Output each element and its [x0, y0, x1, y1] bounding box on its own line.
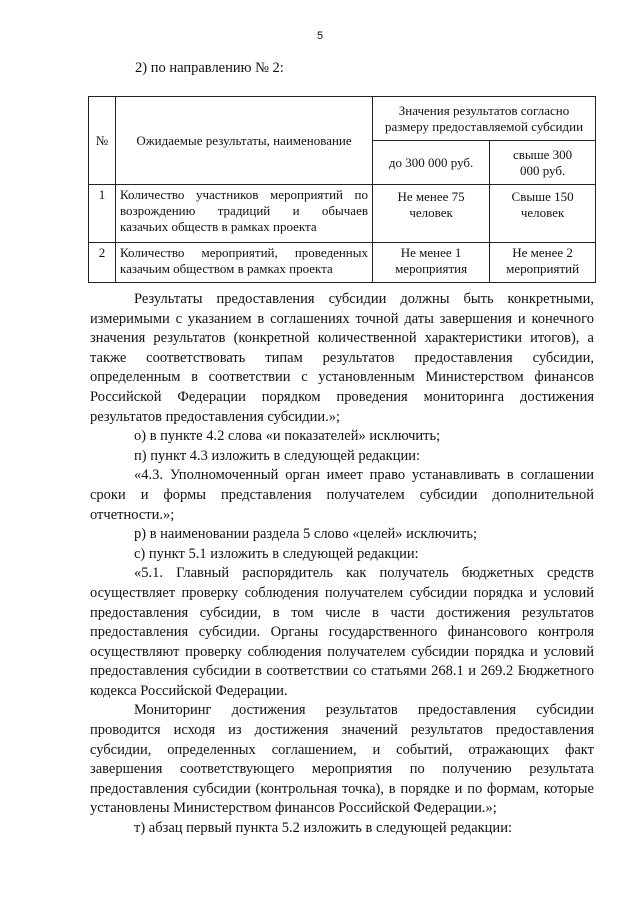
row2-name-line2: казачьим обществом в рамках проекта — [120, 260, 333, 276]
header-name: Ожидаемые результаты, наименование — [116, 97, 373, 185]
row1-name-line2: возрождению традиций и обычаев — [120, 202, 368, 218]
section-heading: 2) по направлению № 2: — [135, 60, 284, 76]
paragraph-monitoring: Мониторинг достижения результатов предоставления субсидии проводится исходя из достижения значений результатов предоставления субсидии, определенных соглашением, и событий, отражающих факт завершения соответствующего мероприятия по получению результата предоставления субсидии (контрольная точка), в порядке и по формам, которые установлены Министерством финансов Российской Федерации.»; — [90, 702, 594, 817]
row1-num: 1 — [89, 185, 116, 243]
page-number: 5 — [316, 30, 324, 42]
row2-value2: Не менее 2 мероприятий — [490, 243, 596, 283]
body-text — [90, 290, 594, 839]
paragraph-r: р) в наименовании раздела 5 слово «целей» исключить; — [134, 526, 477, 543]
row1-name-line1: Количество участников мероприятий по — [120, 187, 368, 202]
row2-name-line1: Количество мероприятий, проведенных — [120, 245, 368, 260]
results-table — [88, 96, 596, 283]
row2-name — [116, 243, 373, 283]
header-num: № — [89, 97, 116, 185]
paragraph-s: с) пункт 5.1 изложить в следующей редакции: — [134, 545, 419, 562]
paragraph-t: т) абзац первый пункта 5.2 изложить в следующей редакции: — [134, 820, 512, 837]
paragraph-p: п) пункт 4.3 изложить в следующей редакции: — [134, 447, 421, 464]
paragraph-5-1: «5.1. Главный распорядитель как получатель бюджетных средств осуществляет проверку соблюдения получателем субсидии порядка и условий предоставления субсидии, в том числе в части достижения результатов предоставления субсидии. Органы государственного финансового контроля осуществляют проверку соблюдения получателем субсидии порядка и условий предоставления субсидии в соответствии со статьями 268.1 и 269.2 Бюджетного кодекса Российской Федерации. — [90, 565, 594, 699]
paragraph-results: Результаты предоставления субсидии должны быть конкретными, измеримыми с указанием в соглашениях точной даты завершения и конечного значения результатов (конкретной количественной характеристики итогов), а также соответствовать типам результатов предоставления субсидии, определенным в соответствии с установленным Министерством финансов Российской Федерации порядком проведения мониторинга достижения результатов предоставления субсидии.»; — [90, 291, 594, 425]
row1-value2: Свыше 150 человек — [490, 185, 596, 243]
row2-num: 2 — [89, 243, 116, 283]
header-col1: до 300 000 руб. — [373, 141, 490, 185]
row2-value1: Не менее 1 мероприятия — [373, 243, 490, 283]
row1-name-line3: казачьих обществ в рамках проекта — [120, 218, 317, 234]
header-group: Значения результатов согласно размеру предоставляемой субсидии — [373, 97, 596, 141]
row1-value1: Не менее 75 человек — [373, 185, 490, 243]
paragraph-o: о) в пункте 4.2 слова «и показателей» исключить; — [134, 428, 441, 445]
header-col2: свыше 300 000 руб. — [490, 141, 596, 185]
paragraph-4-3: «4.3. Уполномоченный орган имеет право устанавливать в соглашении сроки и формы представления получателем субсидии дополнительной отчетности.»; — [90, 467, 594, 523]
row1-name — [116, 185, 373, 243]
